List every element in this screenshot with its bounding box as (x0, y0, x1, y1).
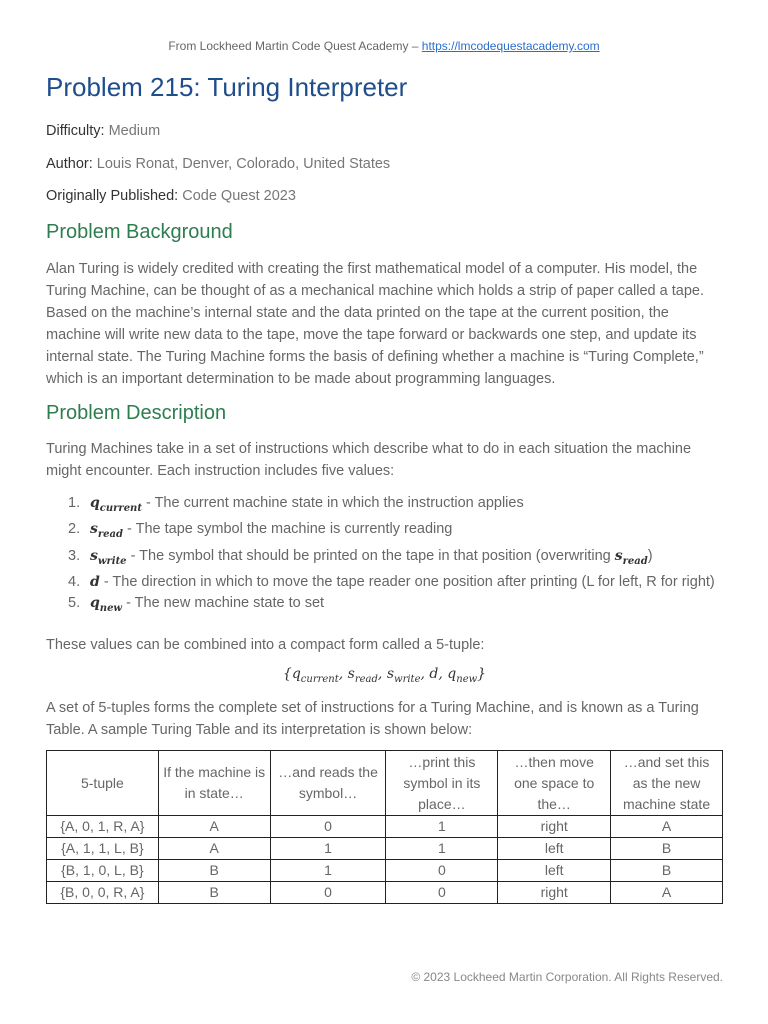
math-symbol: $q_{new}$ (90, 595, 123, 615)
compact-form-text: These values can be combined into a compact form called a 5-tuple: (46, 637, 485, 653)
published-line (46, 188, 296, 204)
list-item: 2. $s_{read}$ - The tape symbol the machine is currently reading (68, 521, 453, 541)
published-value: Code Quest 2023 (182, 188, 296, 204)
list-item: 4. d - The direction in which to move the tape reader one position after printing (L for left, R for right) (68, 573, 715, 590)
list-item: 1. $q_{current}$ - The current machine state in which the instruction applies (68, 495, 524, 514)
math-symbol: $q_{current}$ (90, 495, 142, 514)
published-label: Originally Published: (46, 188, 179, 204)
column-header: If the machine is in state… (158, 751, 270, 816)
instruction-values-list (46, 493, 723, 620)
list-item: 3. $s_{write}$ - The symbol that should be printed on the tape in that position (overwriting $s_{read}$) (68, 547, 653, 567)
table-row: {A, 0, 1, R, A} A 0 1 right A (47, 816, 723, 838)
math-symbol: $s_{write}$ (90, 547, 127, 567)
column-header: 5-tuple (47, 751, 159, 816)
table-row: {B, 0, 0, R, A} B 0 0 right A (47, 882, 723, 904)
column-header: …and reads the symbol… (270, 751, 386, 816)
author-line (46, 156, 390, 172)
column-header: …print this symbol in its place… (386, 751, 498, 816)
description-intro: Turing Machines take in a set of instructions which describe what to do in each situation the machine might encounter. Each instruction includes five values: (46, 441, 692, 479)
page-title: Problem 215: Turing Interpreter (46, 72, 408, 102)
table-row: {A, 1, 1, L, B} A 1 1 left B (47, 838, 723, 860)
background-text: Alan Turing is widely credited with creating the first mathematical model of a computer. His model, the Turing Machine, can be thought of as a mechanical machine which holds a strip of paper called a tape. Based on the machine’s internal state and the data printed on the tape at the current position, the machine will write new data to the tape, move the tape forward or backwards one step, and update its internal state. The Turing Machine forms the basis of defining whether a machine is “Turing Complete,” which is an important determination to be made about programming languages. (46, 261, 704, 387)
column-header: …then move one space to the… (498, 751, 611, 816)
turing-table (46, 750, 723, 904)
table-row: {B, 1, 0, L, B} B 1 0 left B (47, 860, 723, 882)
difficulty-value: Medium (108, 123, 161, 139)
difficulty-line (46, 123, 160, 139)
list-item: 5. $q_{new}$ - The new machine state to set (68, 595, 325, 615)
turing-table-intro: A set of 5-tuples forms the complete set of instructions for a Turing Machine, and is known as a Turing Table. A sample Turing Table and its interpretation is shown below: (46, 700, 699, 738)
math-symbol: $s_{read}$ (614, 547, 648, 567)
copyright-footer: © 2023 Lockheed Martin Corporation. All Rights Reserved. (411, 970, 723, 984)
five-tuple-formula: {$q_{current}$, $s_{read}$, $s_{write}$, d, $q_{new}$} (282, 666, 487, 685)
difficulty-label: Difficulty: (46, 123, 105, 139)
table-header-row (47, 751, 723, 816)
page-header (0, 39, 768, 53)
math-symbol: $s_{read}$ (90, 521, 123, 541)
math-symbol: d (90, 573, 100, 590)
header-text: From Lockheed Martin Code Quest Academy – (168, 39, 422, 53)
author-label: Author: (46, 156, 93, 172)
academy-link[interactable]: https://lmcodequestacademy.com (421, 39, 600, 53)
background-heading: Problem Background (46, 221, 233, 243)
author-value: Louis Ronat, Denver, Colorado, United States (96, 156, 391, 172)
description-heading: Problem Description (46, 402, 227, 424)
column-header: …and set this as the new machine state (611, 751, 723, 816)
